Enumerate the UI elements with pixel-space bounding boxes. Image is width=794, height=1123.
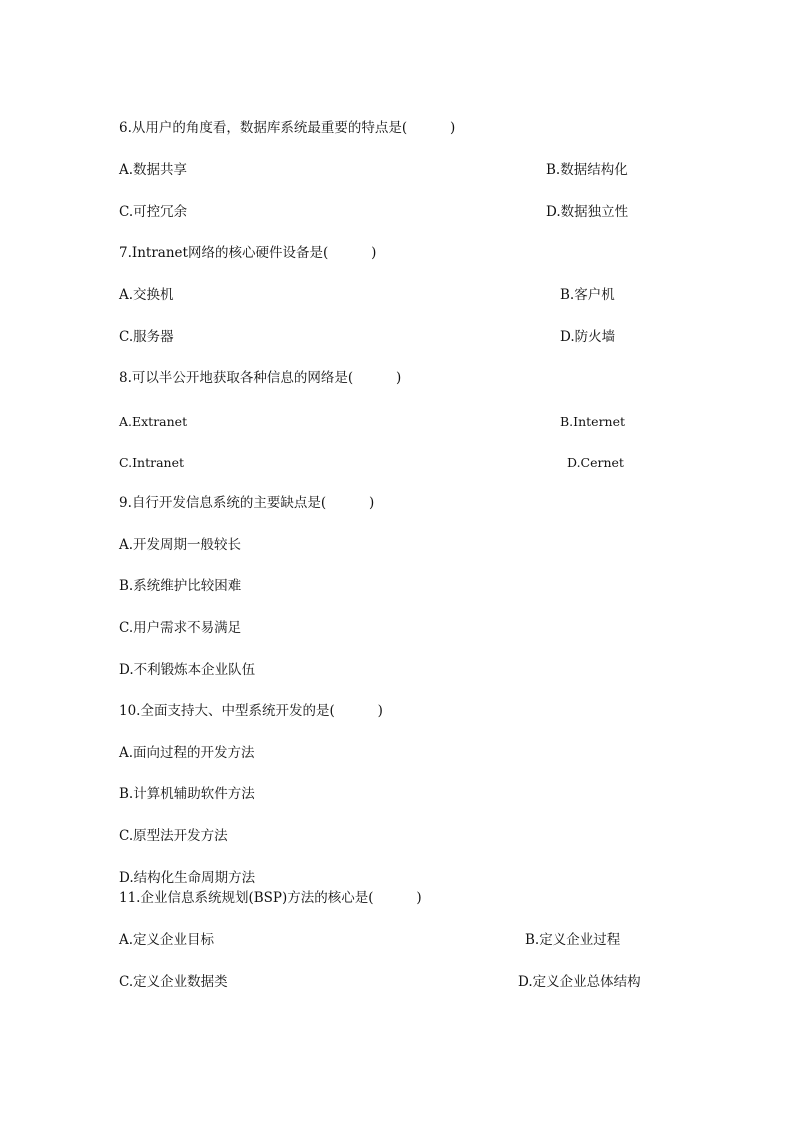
question-7-option-b: B.客户机 xyxy=(560,287,615,303)
question-11-stem: 11.企业信息系统规划(BSP)方法的核心是( ) xyxy=(119,890,422,906)
question-7-option-a: A.交换机 xyxy=(119,287,174,303)
question-10-stem: 10.全面支持大、中型系统开发的是( ) xyxy=(119,703,383,719)
question-6-stem: 6.从用户的角度看，数据库系统最重要的特点是( ) xyxy=(119,120,456,136)
question-7-option-d: D.防火墙 xyxy=(560,329,616,345)
question-6-option-d: D.数据独立性 xyxy=(546,204,629,220)
question-8-option-d: D.Cernet xyxy=(567,455,624,470)
question-8-option-a: A.Extranet xyxy=(119,414,188,429)
question-11-option-a: A.定义企业目标 xyxy=(119,932,215,948)
question-9-option-c: C.用户需求不易满足 xyxy=(119,620,242,636)
question-10-option-b: B.计算机辅助软件方法 xyxy=(119,786,255,802)
question-9-stem: 9.自行开发信息系统的主要缺点是( ) xyxy=(119,495,375,511)
question-7-option-c: C.服务器 xyxy=(119,329,174,345)
question-6-option-a: A.数据共享 xyxy=(119,162,188,178)
question-10-option-d: D.结构化生命周期方法 xyxy=(119,870,256,886)
question-10-option-a: A.面向过程的开发方法 xyxy=(119,745,255,761)
question-10-option-c: C.原型法开发方法 xyxy=(119,828,228,844)
question-11-option-b: B.定义企业过程 xyxy=(525,932,621,948)
question-8-option-b: B.Internet xyxy=(560,414,626,429)
question-8-option-c: C.Intranet xyxy=(119,455,185,470)
question-9-option-a: A.开发周期一般较长 xyxy=(119,537,242,553)
question-9-option-d: D.不利锻炼本企业队伍 xyxy=(119,662,256,678)
question-11-option-d: D.定义企业总体结构 xyxy=(518,974,641,990)
question-6-option-b: B.数据结构化 xyxy=(546,162,628,178)
question-9-option-b: B.系统维护比较困难 xyxy=(119,578,242,594)
question-6-option-c: C.可控冗余 xyxy=(119,204,188,220)
question-8-stem: 8.可以半公开地获取各种信息的网络是( ) xyxy=(119,370,402,386)
question-11-option-c: C.定义企业数据类 xyxy=(119,974,228,990)
question-7-stem: 7.Intranet网络的核心硬件设备是( ) xyxy=(119,245,377,261)
